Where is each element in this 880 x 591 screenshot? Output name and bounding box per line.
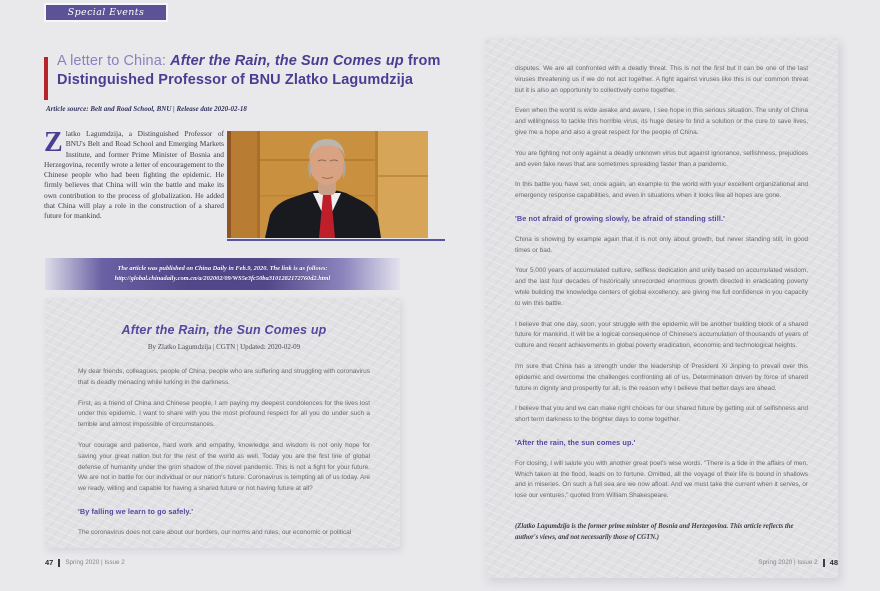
letter-paragraph: I believe that one day, soon, your struggle with the epidemic will be another building block of a shared future for mankind. It will be a logical consequence of Chinese's accumulation of thousands of years of culture and recent achievements in global poverty eradication, economic and technological heights. [515, 320, 808, 350]
letter-paragraph: You are fighting not only against a deadly unknown virus but against ignorance, selfishness, prejudices and even fake news that are sometimes spreading faster than a pandemic. [515, 149, 808, 168]
letter-paragraph: Even when the world is wide awake and aware, I see hope in this serious situation. The unity of China and willingness to tackle this horrible virus, its huge desire to find a solution or the cure to save lives, give me a hope and also a great respect for the people of China. [515, 107, 808, 136]
title-accent-bar [44, 57, 48, 100]
letter-left-column [78, 367, 370, 539]
letter-paragraph: Your 5,000 years of accumulated culture, selfless dedication and unity based on accumulated wisdom, and the last four decades of historically unrecorded enormous growth directed in eradicating poverty while building the knowledge centers of global excellency, are giving me full confidence in you capacity to win this battle. [515, 267, 808, 307]
article-title-prefix: A letter to China: [57, 53, 171, 69]
letter-paragraph: Your courage and patience, hard work and empathy, knowledge and wisdom is not only hope for saving your great nation but for the rest of the world as well. Today you are the first line of global defense of humanity under the grim shadow of the novel pandemic. This is not a fight for your future. We are not in battle for our individual or our nation's future. Coronavirus is tempting all of us today. Are we ready, willing and capable for having a shared future or not having future at all? [78, 441, 370, 493]
letter-closing-note: (Zlatko Lagumdzija is the former prime minister of Bosnia and Herzegovina. This article reflects the author's views, and not necessarily those of CGTN.) [515, 522, 794, 541]
article-title-italic: After the Rain, the Sun Comes up [170, 53, 404, 69]
intro-text: latko Lagumdzija, a Distinguished Professor of BNU's Belt and Road School and Emerging Markets Institute, and former Prime Minister of Bosnia and Herzegovina, recently wrote a letter of encouragement to the Chinese people who had been fighting the epidemic. He firmly believes that China will win the battle and make its own contribution to the process of globalization. He added that China will play a role in the construction of a shared future for mankind. [44, 129, 224, 221]
letter-title: After the Rain, the Sun Comes up [121, 323, 327, 337]
footer-right [758, 558, 838, 567]
issue-label-left: Spring 2020 | Issue 2 [65, 559, 125, 566]
letter-paragraph: My dear friends, colleagues, people of China, people who are suffering and struggling with coronavirus that is deadly menacing while lurking in the darkness. [78, 368, 370, 386]
published-note-link: http://global.chinadaily.com.cn/a/202002/09/WS5e3fc50ba3101282172760d2.html [114, 275, 331, 282]
letter-paragraph: disputes. We are all confronted with a deadly threat. This is not the first but it can be one of the last viruses threatening us if we do not act together. A fight against viruses like this is our common threat but it is also an opportunity to collectively come together. [515, 65, 808, 94]
letter-paragraph: First, as a friend of China and Chinese people, I am paying my deepest condolences for the lives lost under this epidemic. I want to share with you the most profound respect for all you do under such a terrible and almost impossible of circumstances. [78, 399, 370, 429]
section-banner-label: Special Events [67, 7, 145, 18]
portrait-photo [227, 131, 428, 238]
section-banner [44, 3, 168, 22]
article-title-suffix: from Distinguished Professor of BNU Zlatko Lagumdzija [57, 53, 441, 88]
letter-byline: By Zlatko Lagumdzija | CGTN | Updated: 2020-02-09 [147, 343, 301, 351]
photo-underline [227, 239, 445, 241]
letter-section-heading: 'Be not afraid of growing slowly, be afraid of standing still.' [515, 213, 725, 223]
footer-divider [58, 559, 60, 567]
article-source-line: Article source: Belt and Road School, BNU | Release date 2020-02-18 [46, 105, 247, 113]
footer-divider [823, 559, 825, 567]
letter-card-left [45, 298, 400, 548]
letter-paragraph: For closing, I will salute you with another great poet's wise words. "There is a tide in the affairs of men. Which taken at the flood, leads on to fortune. Omitted, all the voyage of their life is bound in shallows and in miseries. On such a full sea are we now afloat. And we must take the current when it serves, or lose our ventures," quoted from William Shakespeare. [515, 459, 808, 500]
article-title [57, 52, 444, 90]
intro-paragraph [44, 129, 224, 245]
letter-paragraph: I believe that you and we can make right choices for our shared future by getting out of selfishness and short term darkness to the brighter days to come together. [515, 405, 808, 424]
letter-paragraph: The coronavirus does not care about our borders, our norms and rules, our economic or political [78, 528, 352, 536]
footer-left [45, 558, 125, 567]
letter-section-heading: 'After the rain, the sun comes up.' [515, 437, 636, 447]
published-note-line1: The article was published on China Daily in Feb.9, 2020. The link is as follows: [117, 265, 328, 272]
letter-paragraph: In this battle you have set, once again, an example to the world with your excellent organizational and emergency response capabilities, and even in situations when it looks like all hopes are gone. [515, 181, 808, 200]
issue-label-right: Spring 2020 | Issue 2 [758, 559, 818, 566]
letter-right-column [515, 64, 808, 544]
page-number-right: 48 [829, 558, 838, 567]
portrait-photo-illustration [227, 131, 428, 238]
drop-cap: Z [44, 129, 63, 158]
page-number-left: 47 [45, 558, 54, 567]
published-note-banner [45, 258, 400, 290]
article-title-block [44, 52, 444, 90]
letter-card-right [485, 38, 838, 578]
letter-section-heading: 'By falling we learn to go safely.' [78, 506, 194, 516]
letter-paragraph: China is showing by example again that it is not only about growth, but never standing still, in good times or bad. [515, 235, 808, 254]
letter-paragraph: I'm sure that China has a strength under the leadership of President Xi Jinping to prevail over this epidemic and overcome the challenges confronting all of us. Determination driven by force of shared future in dignity and prosperity for all, is the reason why I believe that better days are ahead. [515, 362, 808, 392]
